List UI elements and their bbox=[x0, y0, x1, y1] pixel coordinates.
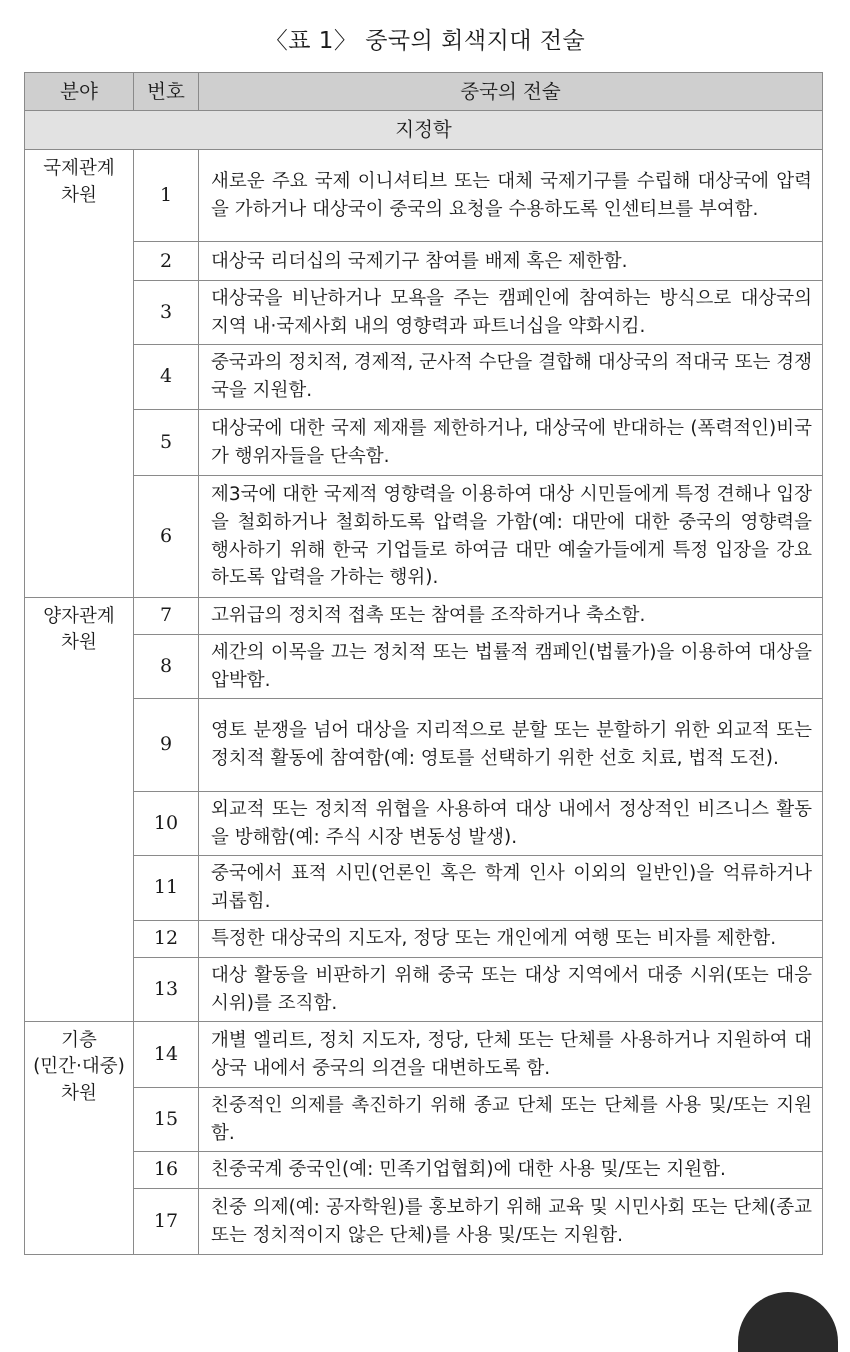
table-row bbox=[25, 957, 823, 1021]
table-row bbox=[25, 855, 823, 920]
row-number: 6 bbox=[134, 475, 199, 597]
row-text: 대상국 리더십의 국제기구 참여를 배제 혹은 제한함. bbox=[199, 242, 823, 281]
row-number: 12 bbox=[134, 920, 199, 957]
header-number: 번호 bbox=[134, 73, 199, 111]
row-number: 3 bbox=[134, 281, 199, 345]
row-number: 4 bbox=[134, 344, 199, 409]
category-international: 국제관계 차원 bbox=[25, 150, 134, 598]
row-number: 5 bbox=[134, 409, 199, 475]
row-text: 세간의 이목을 끄는 정치적 또는 법률적 캠페인(법률가)을 이용하여 대상을 압박함. bbox=[199, 634, 823, 698]
table-row bbox=[25, 634, 823, 698]
row-text: 외교적 또는 정치적 위협을 사용하여 대상 내에서 정상적인 비즈니스 활동을 방해함(예: 주식 시장 변동성 발생). bbox=[199, 791, 823, 855]
row-text: 특정한 대상국의 지도자, 정당 또는 개인에게 여행 또는 비자를 제한함. bbox=[199, 920, 823, 957]
scroll-to-top-button[interactable] bbox=[738, 1292, 838, 1352]
table-row bbox=[25, 344, 823, 409]
row-text: 친중국계 중국인(예: 민족기업협회)에 대한 사용 및/또는 지원함. bbox=[199, 1151, 823, 1188]
row-text: 개별 엘리트, 정치 지도자, 정당, 단체 또는 단체를 사용하거나 지원하여 대상국 내에서 중국의 의견을 대변하도록 함. bbox=[199, 1021, 823, 1087]
row-text: 제3국에 대한 국제적 영향력을 이용하여 대상 시민들에게 특정 견해나 입장을 철회하거나 철회하도록 압력을 가함(예: 대만에 대한 중국의 영향력을 행사하기 위해 한국 기업들로 하여금 대만 예술가들에게 특정 입장을 강요하도록 압력을 가하는 행위). bbox=[199, 475, 823, 597]
table-row bbox=[25, 242, 823, 281]
row-text: 친중적인 의제를 촉진하기 위해 종교 단체 또는 단체를 사용 및/또는 지원함. bbox=[199, 1087, 823, 1151]
row-number: 16 bbox=[134, 1151, 199, 1188]
row-number: 11 bbox=[134, 855, 199, 920]
row-number: 15 bbox=[134, 1087, 199, 1151]
row-number: 8 bbox=[134, 634, 199, 698]
row-text: 대상국을 비난하거나 모욕을 주는 캠페인에 참여하는 방식으로 대상국의 지역 내·국제사회 내의 영향력과 파트너십을 약화시킴. bbox=[199, 281, 823, 345]
table-row bbox=[25, 698, 823, 791]
row-text: 새로운 주요 국제 이니셔티브 또는 대체 국제기구를 수립해 대상국에 압력을 가하거나 대상국이 중국의 요청을 수용하도록 인센티브를 부여함. bbox=[199, 150, 823, 242]
row-number: 14 bbox=[134, 1021, 199, 1087]
row-number: 10 bbox=[134, 791, 199, 855]
row-number: 17 bbox=[134, 1188, 199, 1254]
section-row bbox=[25, 111, 823, 150]
section-label: 지정학 bbox=[25, 111, 823, 150]
row-text: 친중 의제(예: 공자학원)를 홍보하기 위해 교육 및 시민사회 또는 단체(종교 또는 정치적이지 않은 단체)를 사용 및/또는 지원함. bbox=[199, 1188, 823, 1254]
row-text: 고위급의 정치적 접촉 또는 참여를 조작하거나 축소함. bbox=[199, 597, 823, 634]
row-number: 13 bbox=[134, 957, 199, 1021]
table-row bbox=[25, 920, 823, 957]
table-row bbox=[25, 281, 823, 345]
row-text: 영토 분쟁을 넘어 대상을 지리적으로 분할 또는 분할하기 위한 외교적 또는 정치적 활동에 참여함(예: 영토를 선택하기 위한 선호 치료, 법적 도전). bbox=[199, 698, 823, 791]
table-row bbox=[25, 1087, 823, 1151]
row-number: 7 bbox=[134, 597, 199, 634]
table-row bbox=[25, 1021, 823, 1087]
header-field: 분야 bbox=[25, 73, 134, 111]
table-row bbox=[25, 1151, 823, 1188]
table-row bbox=[25, 597, 823, 634]
row-number: 2 bbox=[134, 242, 199, 281]
category-grassroots: 기층 (민간·대중) 차원 bbox=[25, 1021, 134, 1254]
category-bilateral: 양자관계 차원 bbox=[25, 597, 134, 1021]
table-row bbox=[25, 150, 823, 242]
row-text: 중국에서 표적 시민(언론인 혹은 학계 인사 이외의 일반인)을 억류하거나 괴롭힘. bbox=[199, 855, 823, 920]
table-row bbox=[25, 791, 823, 855]
row-number: 1 bbox=[134, 150, 199, 242]
table-row bbox=[25, 1188, 823, 1254]
row-text: 중국과의 정치적, 경제적, 군사적 수단을 결합해 대상국의 적대국 또는 경쟁국을 지원함. bbox=[199, 344, 823, 409]
table-row bbox=[25, 475, 823, 597]
gray-zone-tactics-table bbox=[24, 72, 823, 1255]
table-caption: 〈표 1〉 중국의 회색지대 전술 bbox=[264, 28, 586, 54]
row-text: 대상 활동을 비판하기 위해 중국 또는 대상 지역에서 대중 시위(또는 대응 시위)를 조직함. bbox=[199, 957, 823, 1021]
table-row bbox=[25, 409, 823, 475]
row-number: 9 bbox=[134, 698, 199, 791]
row-text: 대상국에 대한 국제 제재를 제한하거나, 대상국에 반대하는 (폭력적인)비국가 행위자들을 단속함. bbox=[199, 409, 823, 475]
header-tactic: 중국의 전술 bbox=[199, 73, 823, 111]
table-header-row bbox=[25, 73, 823, 111]
